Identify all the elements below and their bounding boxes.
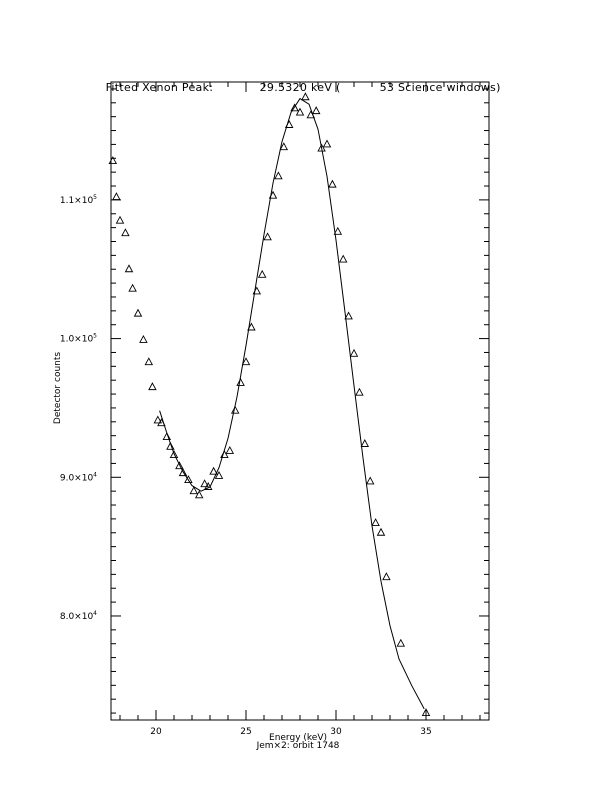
data-point — [397, 640, 404, 647]
data-point — [122, 229, 129, 236]
fit-curve — [160, 99, 425, 709]
data-point — [367, 477, 374, 484]
y-tick-label: $8.0\times 10^4$ — [59, 609, 97, 622]
data-point — [237, 379, 244, 386]
x-tick-label: 20 — [150, 727, 162, 737]
data-points — [109, 93, 429, 715]
data-point — [383, 573, 390, 580]
data-point — [113, 193, 120, 200]
data-point — [361, 440, 368, 447]
data-point — [135, 310, 142, 317]
y-axis-label: Detector counts — [53, 351, 63, 425]
y-tick-exponent: 5 — [93, 193, 97, 201]
title-part-2: 29.5320 keV ( — [259, 81, 341, 94]
y-tick-label: $1.1\times 10^5$ — [59, 193, 97, 206]
data-point — [275, 172, 282, 179]
x-tick-label: 30 — [330, 727, 342, 737]
y-tick-exponent: 4 — [93, 609, 97, 617]
y-tick-label: $9.0\times 10^4$ — [59, 471, 97, 484]
data-point — [126, 265, 133, 272]
data-point — [302, 93, 309, 100]
data-point — [329, 181, 336, 188]
title-part-3: 53 Science windows) — [379, 81, 501, 94]
data-point — [232, 407, 239, 414]
data-point — [129, 285, 136, 292]
data-point — [356, 389, 363, 396]
data-point — [340, 256, 347, 262]
data-point — [264, 233, 271, 240]
orbit-note: Jem×2: orbit 1748 — [256, 741, 340, 751]
data-point — [351, 350, 358, 357]
axis-tick-labels — [60, 194, 432, 737]
data-point — [117, 217, 124, 224]
x-tick-label: 25 — [240, 727, 252, 737]
x-tick-label: 35 — [420, 727, 432, 737]
data-point — [140, 336, 147, 343]
data-point — [226, 447, 233, 454]
data-point — [372, 519, 379, 526]
data-point — [378, 529, 385, 536]
title-part-1: Fitted Xenon Peak: — [105, 81, 214, 94]
data-point — [313, 107, 320, 114]
x-axis-label: Energy (keV) — [269, 733, 327, 743]
axis-ticks — [111, 82, 489, 720]
y-tick-exponent: 5 — [93, 332, 97, 340]
data-point — [259, 271, 266, 278]
y-tick-label: $1.0\times 10^5$ — [59, 332, 97, 345]
y-tick-exponent: 4 — [93, 471, 97, 479]
data-point — [145, 358, 152, 365]
plot-frame — [111, 82, 489, 720]
data-point — [324, 140, 331, 147]
data-point — [149, 383, 156, 390]
